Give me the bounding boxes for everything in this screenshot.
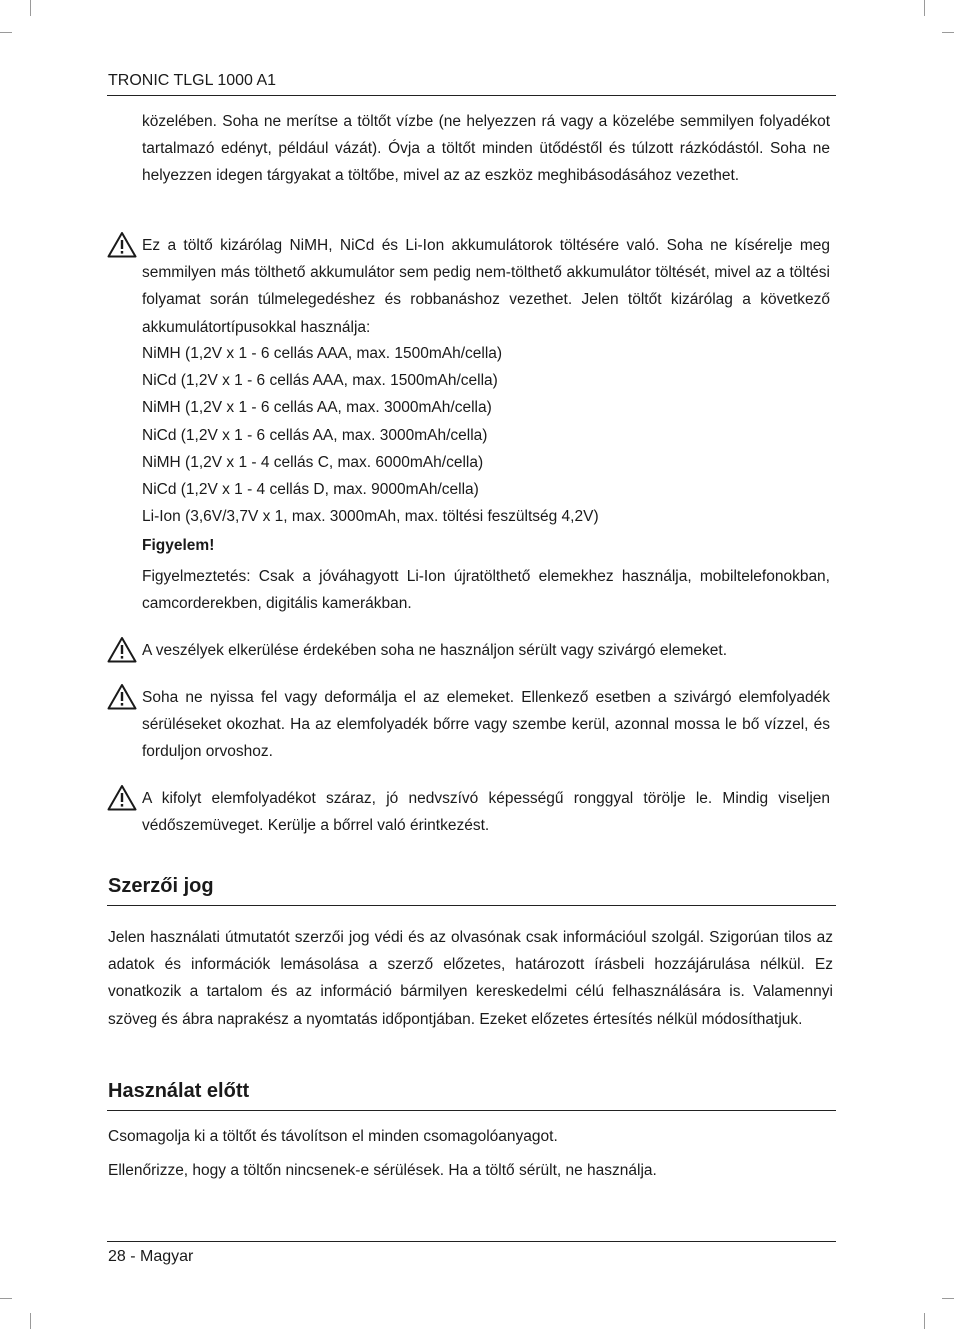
list-item: NiMH (1,2V x 1 - 6 cellás AA, max. 3000mAh/cella) — [142, 399, 492, 417]
list-item: NiCd (1,2V x 1 - 4 cellás D, max. 9000mAh/cella) — [142, 481, 479, 499]
crop-mark — [30, 1313, 31, 1329]
crop-mark — [942, 1298, 954, 1299]
section-heading-before-use: Használat előtt — [108, 1080, 250, 1102]
list-item: NiMH (1,2V x 1 - 4 cellás C, max. 6000mAh/cella) — [142, 453, 484, 471]
crop-mark — [942, 32, 954, 33]
warning-triangle-icon — [107, 231, 137, 258]
list-item: NiCd (1,2V x 1 - 6 cellás AAA, max. 1500mAh/cella) — [142, 372, 498, 390]
heading-rule — [107, 1110, 836, 1111]
warning-charger-types: Ez a töltő kizárólag NiMH, NiCd és Li-Ion akkumulátorok töltésére való. Soha ne kísérelje meg semmilyen más tölthető akkumulátor sem pedig nem-tölthető akkumulátor töltését, mivel az a töltési folyamat során túlmelegedéshez és robbanáshoz vezethet. Jelen töltőt kizárólag a következő akkumulátortípusokkal használja: — [142, 237, 830, 336]
before-use-unpack: Csomagolja ki a töltőt és távolítson el minden csomagolóanyagot. — [108, 1128, 558, 1145]
attention-text: Figyelmeztetés: Csak a jóváhagyott Li-Ion újratölthető elemekhez használja, mobiltelefonokban, camcorderekben, digitális kamerákban. — [142, 568, 830, 613]
list-item: NiMH (1,2V x 1 - 6 cellás AAA, max. 1500mAh/cella) — [142, 345, 503, 362]
copyright-paragraph: Jelen használati útmutatót szerzői jog védi és az olvasónak csak információul szolgál. Szigorúan tilos az adatok és információk lemásolása a szerző előzetes, határozott írásbeli hozzájárulása nélkül. Ez vonatkozik a tartalom és az információ bármilyen kereskedelmi célú felhasználására is. Valamennyi szöveg és ábra naprakész a nyomtatás időpontjában. Ezeket előzetes értesítés nélkül módosíthatjuk. — [108, 929, 833, 1028]
battery-type-list — [142, 340, 830, 530]
section-heading-copyright: Szerzői jog — [108, 875, 214, 897]
before-use-check-damage: Ellenőrizze, hogy a töltőn nincsenek-e sérülések. Ha a töltő sérült, ne használja. — [108, 1162, 657, 1179]
list-item: NiCd (1,2V x 1 - 6 cellás AA, max. 3000mAh/cella) — [142, 426, 488, 444]
warning-do-not-open: Soha ne nyissa fel vagy deformálja el az elemeket. Ellenkező esetben a szivárgó elemfolyadék sérüléseket okozhat. Ha az elemfolyadék bőrre vagy szembe kerül, azonnal mossa le bő vízzel, és forduljon orvoshoz. — [142, 689, 830, 761]
attention-label: Figyelem! — [142, 537, 215, 554]
page-footer: 28 - Magyar — [108, 1248, 194, 1265]
warning-damaged-batteries: A veszélyek elkerülése érdekében soha ne használjon sérült vagy szivárgó elemeket. — [142, 642, 728, 659]
heading-rule — [107, 905, 836, 906]
list-item: Li-Ion (3,6V/3,7V x 1, max. 3000mAh, max. töltési feszültség 4,2V) — [142, 508, 599, 526]
header-rule — [107, 95, 836, 96]
crop-mark — [924, 0, 925, 16]
warning-triangle-icon — [107, 683, 137, 710]
warning-triangle-icon — [107, 636, 137, 663]
running-header: TRONIC TLGL 1000 A1 — [108, 72, 277, 89]
warning-leaked-fluid: A kifolyt elemfolyadékot száraz, jó nedvszívó képességű ronggyal törölje le. Mindig viseljen védőszemüveget. Kerülje a bőrrel való érintkezést. — [142, 790, 830, 835]
crop-mark — [0, 32, 12, 33]
intro-paragraph: közelében. Soha ne merítse a töltőt vízbe (ne helyezzen rá vagy a közelébe semmilyen folyadékot tartalmazó edényt, például vázát). Óvja a töltőt minden ütődéstől és túlzott rázkódástól. Soha ne helyezzen idegen tárgyakat a töltőbe, mivel az az eszköz meghibásodásához vezethet. — [142, 113, 830, 185]
footer-rule — [107, 1241, 836, 1242]
crop-mark — [30, 0, 31, 16]
crop-mark — [0, 1298, 12, 1299]
crop-mark — [924, 1313, 925, 1329]
warning-triangle-icon — [107, 784, 137, 811]
